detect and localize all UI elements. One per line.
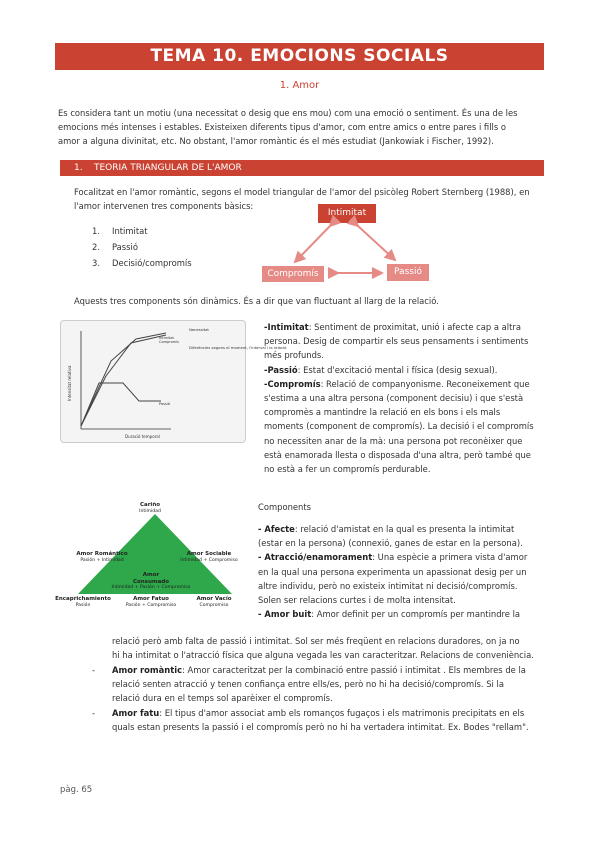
comp-text: en la qual una persona experimenta un apassionat desig per un [258,566,527,577]
list-number: 3. [92,258,100,268]
fig-side-note: Diferències segons el moment, l'interval i la relació [189,345,287,350]
triangle-label-center [108,572,194,592]
intro-line: emocions més intenses i estables. Existeixen diferents tipus d'amor, com entre amics o entre pares i fills o [58,122,507,133]
def-text: està enamorada llesta o disposada d'una altra, però també que [264,449,531,460]
fig-legend: Passió [159,402,170,406]
comp-term: - Amor buit [258,609,312,620]
section-heading [60,160,544,176]
diagram-box-passio: Passió [387,264,429,281]
comp-text: : Amor definit per un compromís per mantindre la [311,609,521,620]
fig-ylabel: Intensitat relativa [67,365,72,401]
tri-text: Amor Fatuo [133,596,169,602]
arrow-intimitat-passio [358,226,395,260]
curve-compromis [81,333,166,426]
def-text: no està a fer un compromís perdurable. [264,464,431,475]
tri-text: Amor Vacío [196,596,232,602]
figure-love-curves [60,320,287,443]
list-item [92,242,138,252]
comp-term: Amor romàntic [112,665,183,675]
def-text: : Estat d'excitació mental i física (desig sexual). [297,364,498,375]
diagram-box-intimitat: Intimitat [318,204,376,223]
definitions-block [264,320,546,476]
comp-text: quals estan presents la passió i el compromís però no hi ha vertadera intimitat. Ex. Bodes "rellam". [112,721,529,732]
def-text: s'estima a una altra persona (component decisiu) i que s'està [264,393,524,404]
comp-text: altre individu, però no existeix intimitat ni decisió/compromís. [258,580,518,591]
triangle-label-left [64,551,140,564]
tri-sub: Pasión + Compromiso [125,602,177,608]
tri-sub: Compromiso [199,602,229,608]
def-text: moments (component de compromís). La decisió i el compromís [264,421,534,432]
tri-sub: Pasión [75,602,91,608]
def-term: -Compromís [264,378,321,389]
def-text: : Relació de companyonisme. Reconeixement que [320,378,530,389]
diagram-box-compromis: Compromís [262,266,324,282]
list-number: 1. [92,226,100,236]
fig-side-note: Necessitat [189,327,209,332]
intro-paragraph [58,106,548,149]
triangle-label-bm [118,596,184,609]
comp-text: (estar en la persona) (connexió, ganes de estar en la persona). [258,538,523,549]
comp-term: - Atracció/enamorament [258,552,373,563]
fig-legend: Intimitat [159,336,174,340]
components-list: - Amor romàntic: Amor caracteritzat per la combinació entre passió i intimitat . Els membres de la relació senten atracció y tenen confiança entre ells/es, però no hi ha decisió/compromís. Si la relació dura en el temps sol aparèixer el compromís. - Amor fatu: El tipus d'amor associat amb els romanços fugaços i els matrimonis precipitats en els quals estan presents la passió i el compromís però no hi ha vertadera intimitat. Ex. Bodes "rellam". [92,663,546,734]
tri-text: Amor Sociable [186,551,232,557]
components-block [258,522,546,621]
tri-sub: Intimidad + Compromiso [180,557,238,563]
section-title: TEORIA TRIANGULAR DE L'AMOR [94,163,242,173]
fig-legend: Compromís [159,340,179,344]
components-wide [112,634,546,662]
comp-text: : Amor caracteritzat per la combinació entre passió i intimitat . Els membres de la [182,665,526,675]
list-label: Decisió/compromís [112,258,192,268]
fig-xlabel: Duració temporal [125,434,160,439]
def-term: -Passió [264,364,298,375]
def-text: persona. Desig de compartir els seus pensaments i sentiments [264,336,529,347]
def-text: no necessiten anar de la mà: una persona pot reconèixer que [264,435,523,446]
comp-text: relació senten atracció y tenen confiança entre ells/es, però no hi ha decisió/compromís. Si la [112,679,504,690]
section-intro-line: l'amor intervenen tres components bàsics: [74,201,254,212]
components-heading: Components [258,502,311,512]
love-curves-svg [61,321,287,442]
triangle-label-br [186,596,242,609]
tri-sub: Intimidad [139,508,161,514]
intro-line: amor a alguna divinitat, etc. No obstant, l'amor romàntic és el més estudiat (Jankowiak i Fischer, 1992). [58,136,494,147]
section-intro [74,185,548,213]
diagram-arrows [260,220,440,290]
list-item [92,258,192,268]
tri-sub: Intimidad + Pasión + Compromiso [111,585,191,590]
page-number: pàg. 65 [60,785,93,795]
page-title: TEMA 10. EMOCIONS SOCIALS [55,43,544,70]
section-number: 1. [74,163,83,173]
comp-text: Solen ser relacions curtes i de molta intensitat. [258,595,456,606]
comp-text: relació però amb falta de passió i intimitat. Sol ser més freqüent en relacions duradores, on ja no [112,636,520,646]
triangle-label-bl [54,596,112,609]
dynamic-note: Aquests tres components són dinàmics. És a dir que van fluctuant al llarg de la relació. [74,296,439,306]
comp-text: hi ha intimitat o l'atracció física que alguna vegada les van caracteritzar. Relacions de conveniència. [112,650,534,661]
triangle-label-top [120,502,180,515]
intro-line: Es considera tant un motiu (una necessitat o desig que ens mou) com una emoció o sentiment. És una de les [58,108,518,118]
tri-text: Amor Romántico [76,551,128,557]
comp-text: : relació d'amistat en la qual es presenta la intimitat [294,524,515,534]
comp-text: relació dura en el temps sol aparèixer el compromís. [112,693,333,704]
section-subtitle: 1. Amor [279,80,320,91]
arrow-intimitat-compromis [295,226,330,262]
list-number: 2. [92,242,100,252]
tri-sub: Pasión + Intimidad [80,557,124,563]
comp-term: Amor fatu [112,707,160,718]
triangle-label-right [172,551,246,564]
list-item [92,226,148,236]
def-text: : Sentiment de proximitat, unió i afecte cap a altra [308,322,521,332]
tri-text: Consumado [132,578,170,585]
section-intro-line: Focalitzat en l'amor romàntic, segons el model triangular de l'amor del psicòleg Robert Sternberg (1988), en [74,187,530,197]
comp-text: : El tipus d'amor associat amb els romanços fugaços i els matrimonis precipitats en els [159,707,525,718]
comp-text: : Una espècie a primera vista d'amor [372,552,528,563]
def-text: més profunds. [264,350,324,361]
list-label: Intimitat [112,226,148,236]
list-label: Passió [112,242,138,252]
def-text: compromès a mantindre la relació en els bons i els mals [264,407,501,418]
def-term: -Intimitat [264,322,309,332]
tri-text: Cariño [139,502,161,508]
curve-intimitat [81,335,166,426]
curve-passio [81,383,161,426]
tri-text: Amor [142,572,160,578]
comp-term: - Afecte [258,524,295,534]
tri-text: Encaprichamiento [55,596,111,602]
